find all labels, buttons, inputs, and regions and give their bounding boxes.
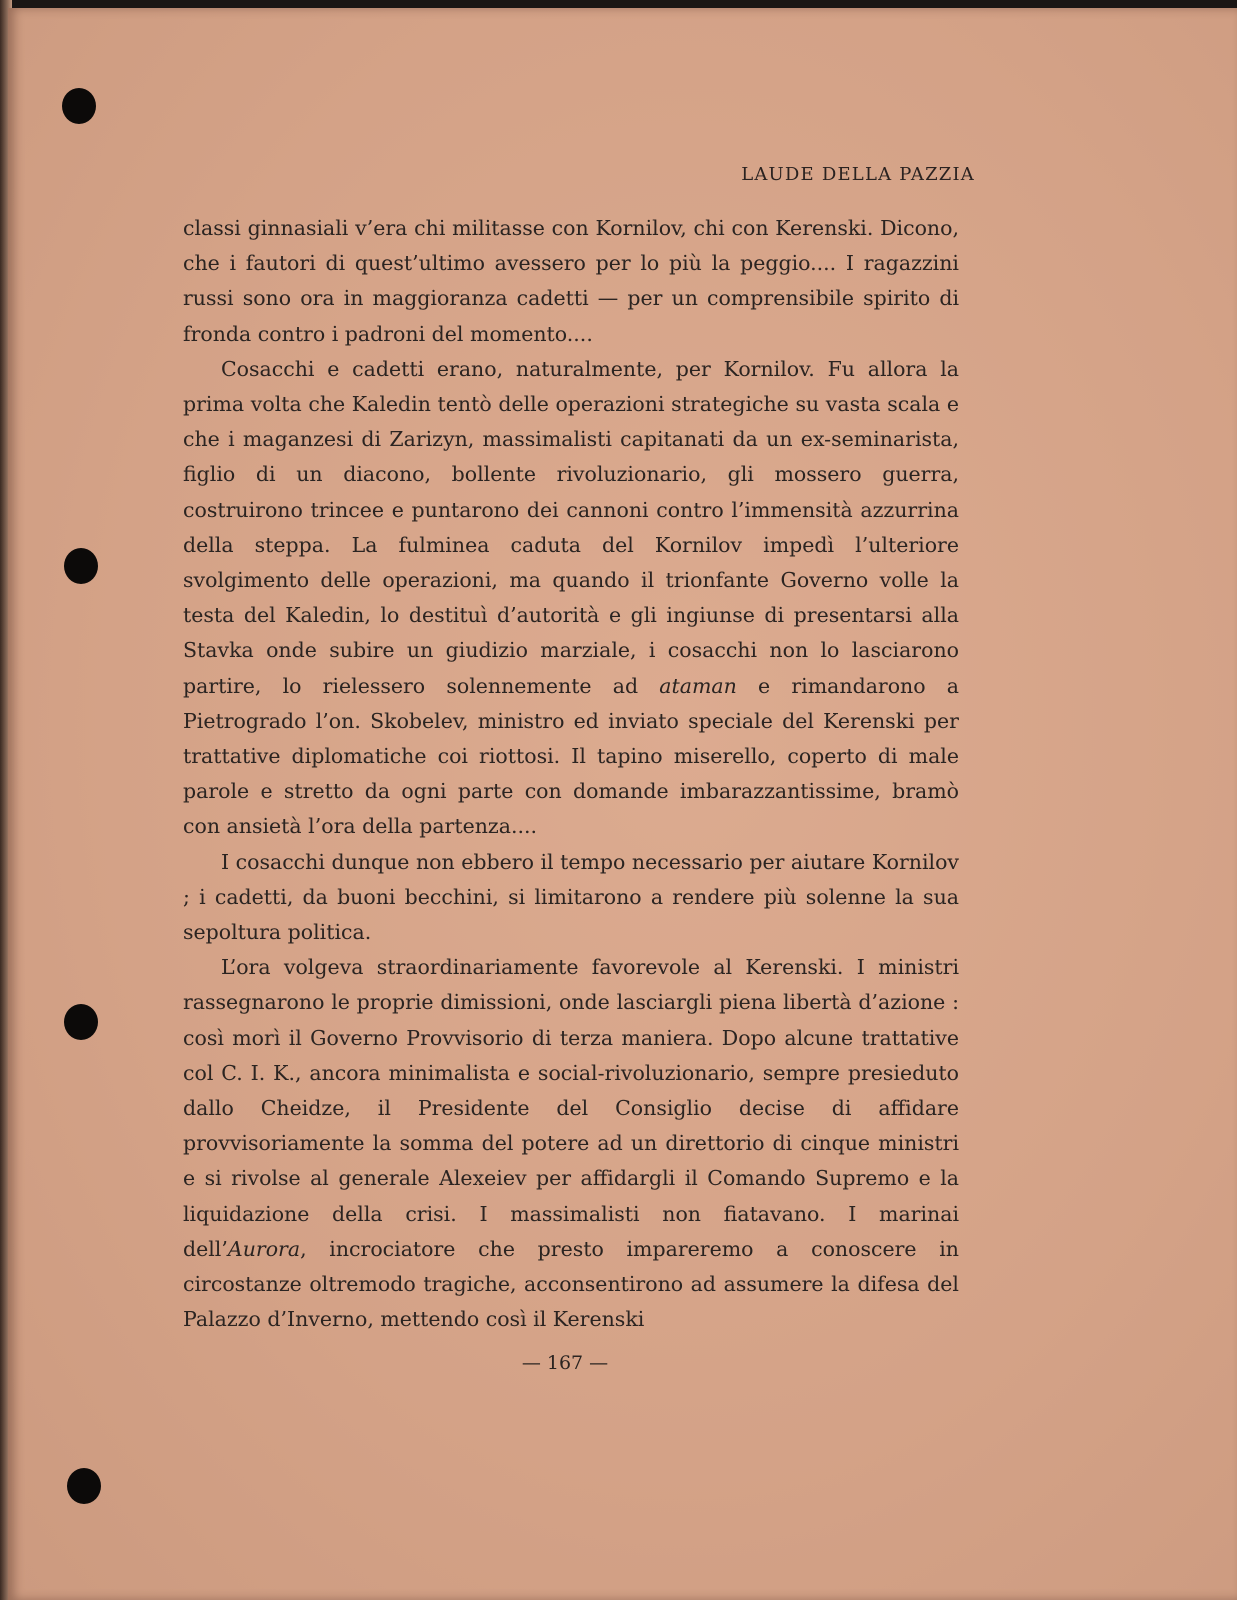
italic-term: ataman	[659, 673, 737, 698]
paragraph: L’ora volgeva straordinariamente favorevole al Kerenski. I ministri rassegnarono le proprie dimissioni, onde lasciargli piena libertà d’azione : così morì il Governo Provvisorio di terza maniera. Dopo alcune trattative col C. I. K., ancora minimalista e social-rivoluzionario, sempre presieduto dallo Cheidze, il Presidente del Consiglio decise di affidare provvisoriamente la somma del potere ad un direttorio di cinque ministri e si rivolse al generale Alexeiev per affidargli il Comando Supremo e la liquidazione della crisi. I massimalisti non fiatavano. I marinai dell’Aurora, incrociatore che presto impareremo a conoscere in circostanze oltremodo tragiche, acconsentirono ad assumere la difesa del Palazzo d’Inverno, mettendo così il Kerenski	[183, 955, 959, 1332]
punch-hole	[64, 1004, 98, 1040]
punch-hole	[62, 88, 96, 124]
paragraph: Cosacchi e cadetti erano, naturalmente, per Kornilov. Fu allora la prima volta che Kaledin tentò delle operazioni strategiche su vasta scala e che i maganzesi di Zarizyn, massimalisti capitanati da un ex-seminarista, figlio di un diacono, bollente rivoluzionario, gli mossero guerra, costruirono trincee e puntarono dei cannoni contro l’immensità azzurrina della steppa. La fulminea caduta del Kornilov impedì l’ulteriore svolgimento delle operazioni, ma quando il trionfante Governo volle la testa del Kaledin, lo destituì d’autorità e gli ingiunse di presentarsi alla Stavka onde subire un giudizio marziale, i cosacchi non lo lasciarono partire, lo rielessero solennemente ad ataman e rimandarono a Pietrogrado l’on. Skobelev, ministro ed inviato speciale del Kerenski per trattative diplomatiche coi riottosi. Il tapino miserello, coperto di male parole e stretto da ogni parte con domande imbarazzantissime, bramò con ansietà l’ora della partenza....	[183, 356, 960, 839]
running-header: LAUDE DELLA PAZZIA	[741, 164, 975, 185]
page-body	[183, 211, 959, 1338]
page-number: — 167 —	[521, 1352, 609, 1374]
paragraph: classi ginnasiali v’era chi militasse con Kornilov, chi con Kerenski. Dicono, che i fautori di quest’ultimo avessero per lo più la peggio.... I ragazzini russi sono ora in maggioranza cadetti — per un comprensibile spirito di fronda contro i padroni del momento....	[183, 216, 959, 346]
italic-term: Aurora	[227, 1236, 301, 1261]
paragraph: I cosacchi dunque non ebbero il tempo necessario per aiutare Kornilov ; i cadetti, da buoni becchini, si limitarono a rendere più solenne la sua sepoltura politica.	[183, 849, 959, 945]
punch-hole	[64, 548, 98, 584]
punch-hole	[67, 1468, 101, 1504]
